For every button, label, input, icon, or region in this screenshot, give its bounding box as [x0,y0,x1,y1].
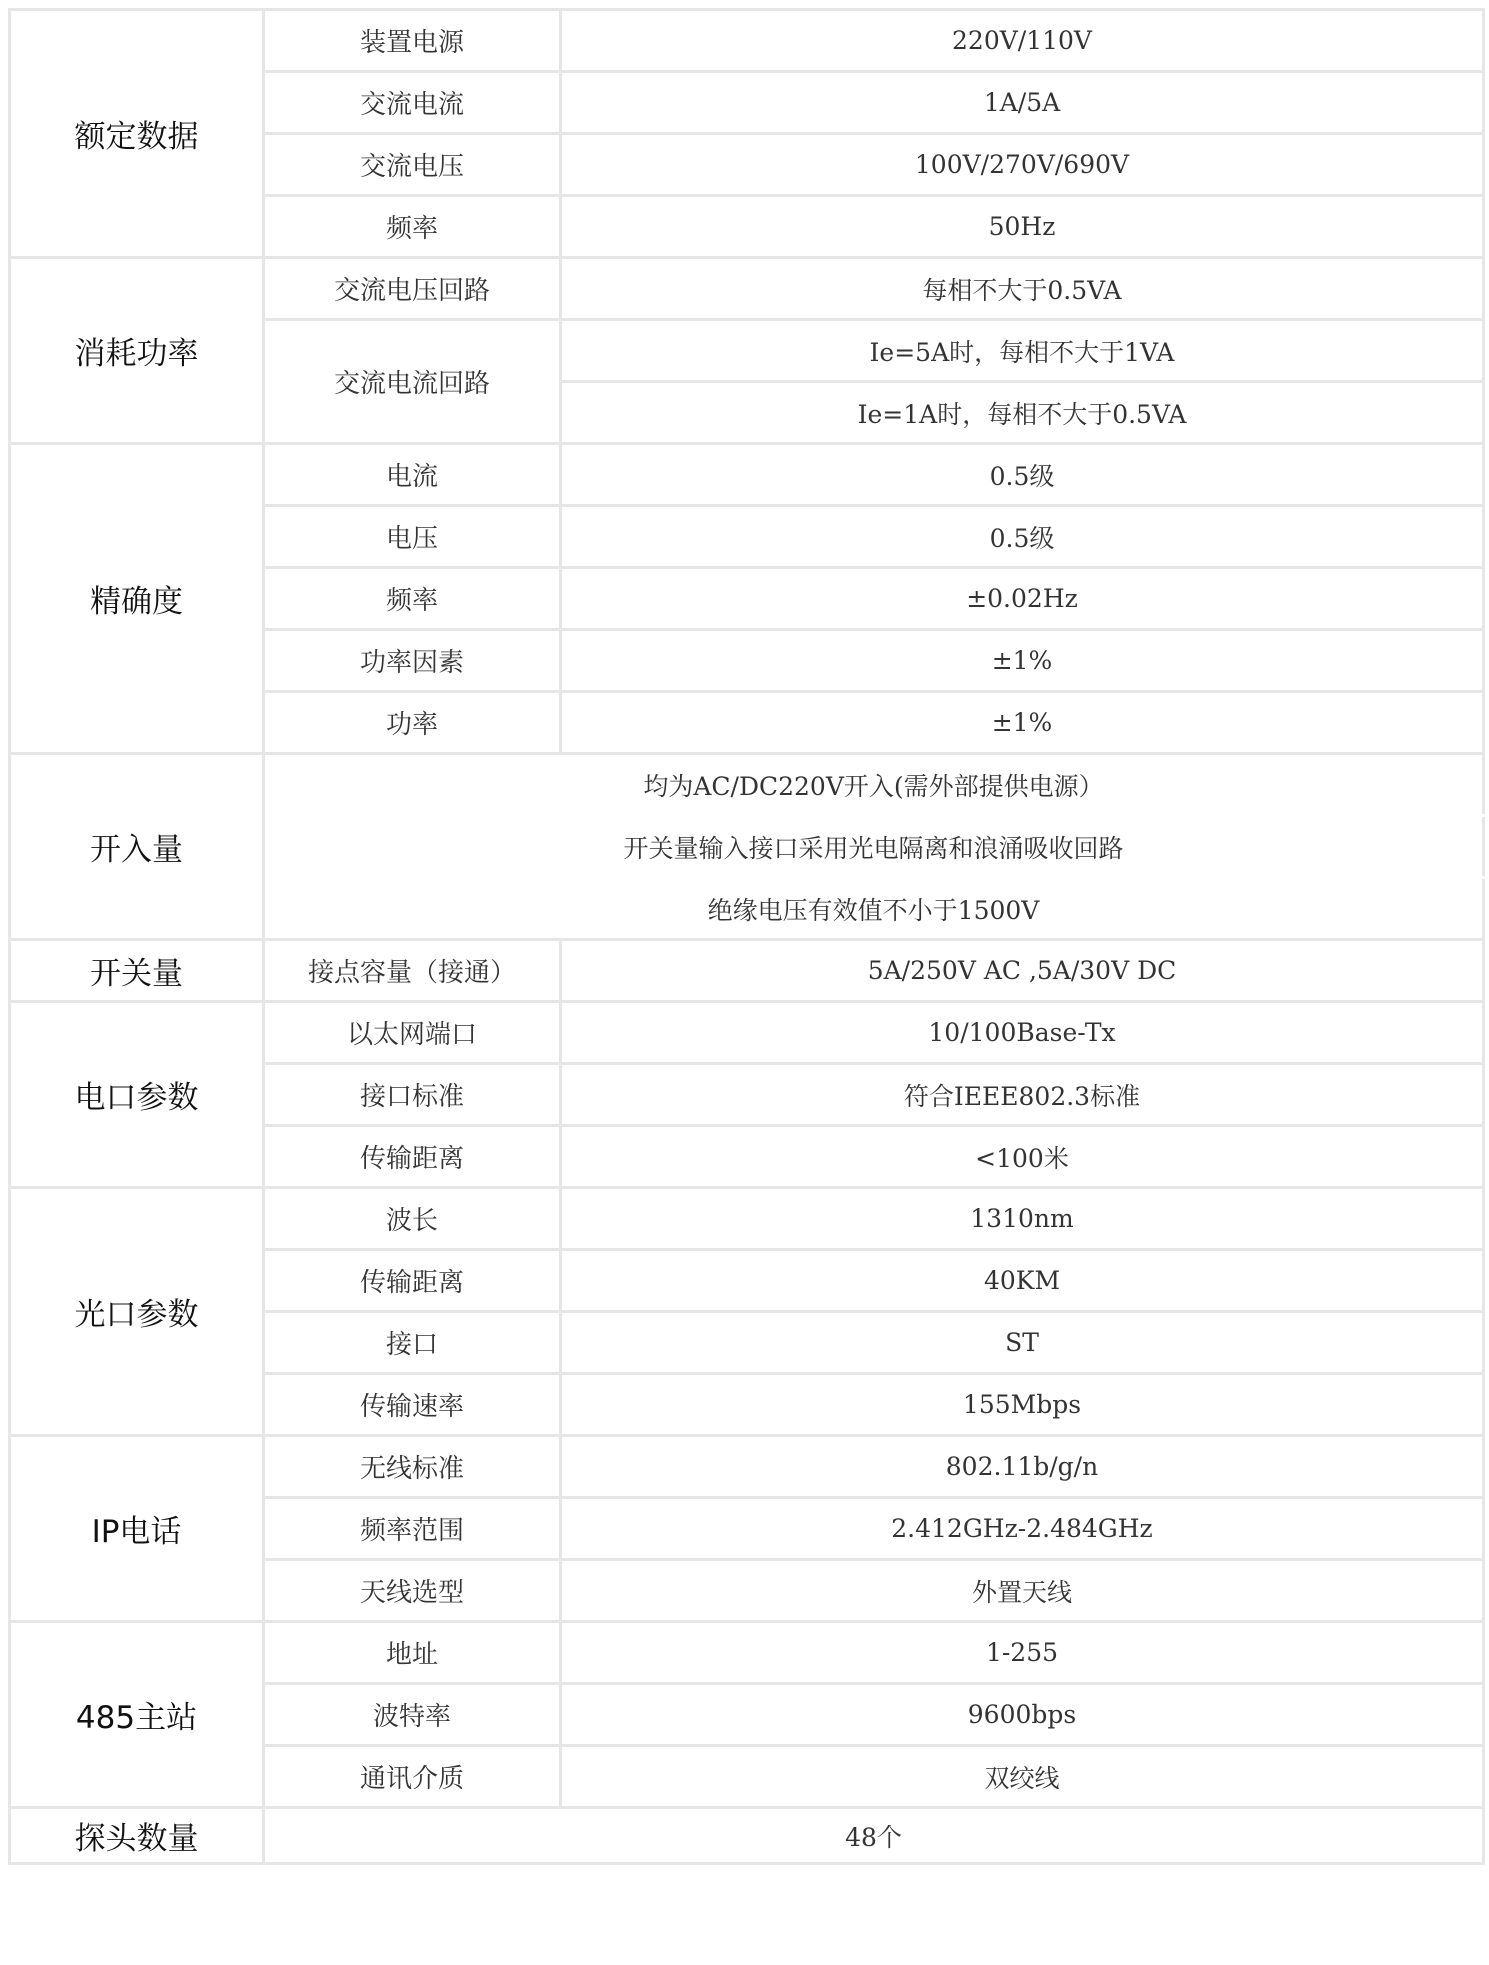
value-cell: 外置天线 [561,1560,1484,1622]
param-cell: 电流 [264,444,561,506]
value-cell: 50Hz [561,196,1484,258]
value-cell: 220V/110V [561,10,1484,72]
param-cell: 功率 [264,692,561,754]
table-row [10,754,1484,816]
table-row [10,1436,1484,1498]
category-cell: 光口参数 [10,1188,264,1436]
param-cell: 频率范围 [264,1498,561,1560]
param-cell: 通讯介质 [264,1746,561,1808]
value-cell: 40KM [561,1250,1484,1312]
spec-table [8,8,1485,1865]
merged-value-cell: 开关量输入接口采用光电隔离和浪涌吸收回路 [264,816,1484,878]
param-cell: 波长 [264,1188,561,1250]
param-cell: 频率 [264,196,561,258]
value-cell: 1-255 [561,1622,1484,1684]
category-cell: 精确度 [10,444,264,754]
param-cell: 交流电流回路 [264,320,561,444]
category-cell: 485主站 [10,1622,264,1808]
category-cell: 消耗功率 [10,258,264,444]
param-cell: 电压 [264,506,561,568]
param-cell: 接口 [264,1312,561,1374]
value-cell: 10/100Base-Tx [561,1002,1484,1064]
value-cell: <100米 [561,1126,1484,1188]
param-cell: 地址 [264,1622,561,1684]
value-cell: 155Mbps [561,1374,1484,1436]
value-cell: ±0.02Hz [561,568,1484,630]
table-row [10,1622,1484,1684]
param-cell: 波特率 [264,1684,561,1746]
param-cell: 接点容量（接通） [264,940,561,1002]
value-cell: 每相不大于0.5VA [561,258,1484,320]
spec-table-body [10,10,1484,1864]
table-row [10,1002,1484,1064]
value-cell: 双绞线 [561,1746,1484,1808]
category-cell: IP电话 [10,1436,264,1622]
param-cell: 交流电流 [264,72,561,134]
value-cell: Ie=1A时，每相不大于0.5VA [561,382,1484,444]
table-row [10,940,1484,1002]
category-cell: 电口参数 [10,1002,264,1188]
table-row [10,444,1484,506]
category-cell: 开关量 [10,940,264,1002]
value-cell: 0.5级 [561,506,1484,568]
value-cell: 5A/250V AC ,5A/30V DC [561,940,1484,1002]
table-row [10,1188,1484,1250]
value-cell: 符合IEEE802.3标准 [561,1064,1484,1126]
param-cell: 无线标准 [264,1436,561,1498]
value-cell: 9600bps [561,1684,1484,1746]
value-cell: 2.412GHz-2.484GHz [561,1498,1484,1560]
value-cell: ±1% [561,630,1484,692]
category-cell: 开入量 [10,754,264,940]
param-cell: 以太网端口 [264,1002,561,1064]
param-cell: 传输距离 [264,1126,561,1188]
category-cell: 探头数量 [10,1808,264,1864]
value-cell: 802.11b/g/n [561,1436,1484,1498]
param-cell: 传输距离 [264,1250,561,1312]
merged-value-cell: 绝缘电压有效值不小于1500V [264,878,1484,940]
value-cell: 1310nm [561,1188,1484,1250]
param-cell: 频率 [264,568,561,630]
param-cell: 交流电压 [264,134,561,196]
value-cell: ST [561,1312,1484,1374]
table-row [10,1808,1484,1864]
category-cell: 额定数据 [10,10,264,258]
param-cell: 功率因素 [264,630,561,692]
param-cell: 天线选型 [264,1560,561,1622]
merged-value-cell: 48个 [264,1808,1484,1864]
param-cell: 接口标准 [264,1064,561,1126]
value-cell: 1A/5A [561,72,1484,134]
value-cell: 100V/270V/690V [561,134,1484,196]
table-row [10,10,1484,72]
value-cell: ±1% [561,692,1484,754]
table-row [10,258,1484,320]
value-cell: 0.5级 [561,444,1484,506]
merged-value-cell: 均为AC/DC220V开入(需外部提供电源） [264,754,1484,816]
value-cell: Ie=5A时，每相不大于1VA [561,320,1484,382]
param-cell: 装置电源 [264,10,561,72]
param-cell: 传输速率 [264,1374,561,1436]
param-cell: 交流电压回路 [264,258,561,320]
